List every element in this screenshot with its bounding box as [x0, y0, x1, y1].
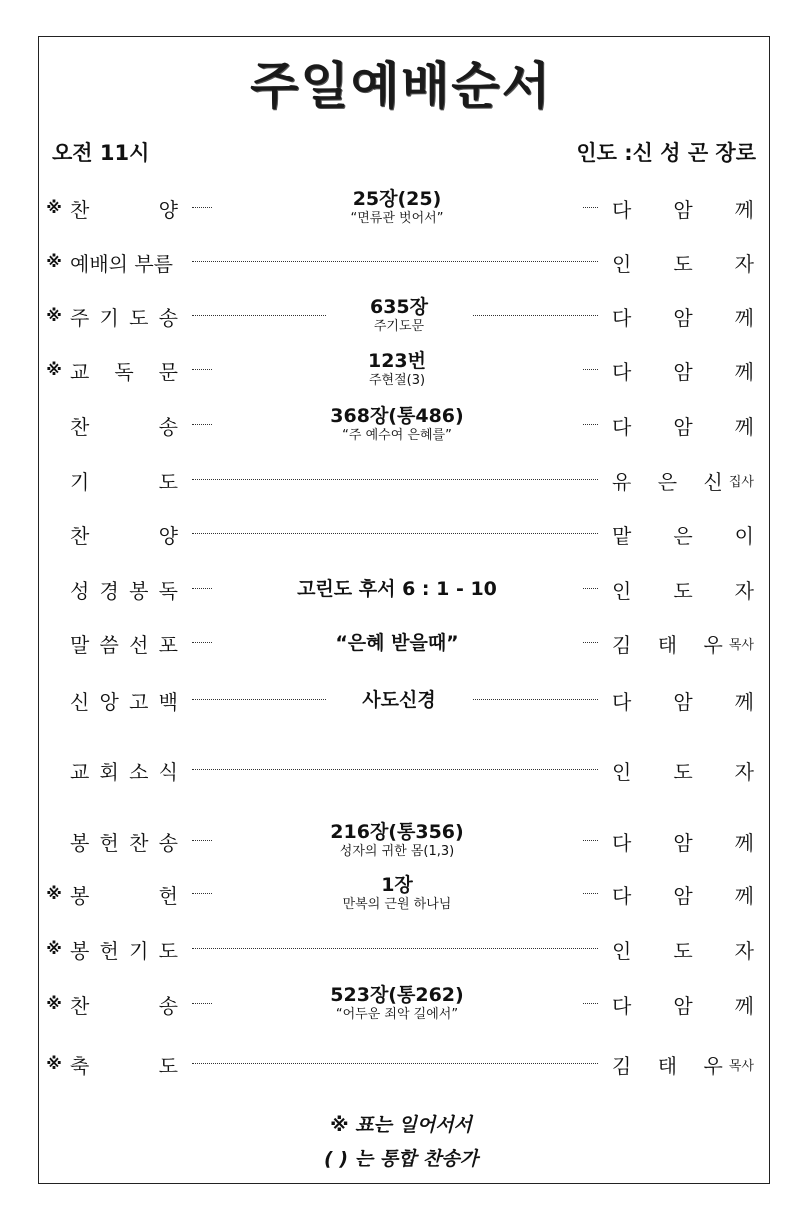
standing-mark: ※ — [46, 884, 62, 903]
item-name: 찬 송 — [70, 993, 178, 1018]
dotted-leader-line — [192, 769, 598, 770]
item-name: 교 회 소 식 — [70, 759, 178, 784]
dotted-leader-line — [192, 1063, 598, 1064]
order-row — [0, 290, 802, 342]
item-name: 신 앙 고 백 — [70, 689, 178, 714]
order-row — [0, 674, 802, 726]
item-leader: 다 암 께 — [612, 689, 754, 714]
item-detail: 고린도 후서 6 : 1 - 10 — [212, 563, 582, 615]
item-name: 찬 송 — [70, 414, 178, 439]
item-detail: 사도신경 — [326, 674, 472, 726]
order-row — [0, 399, 802, 451]
item-leader: 김 태 우 목사 — [612, 632, 754, 657]
order-row — [0, 563, 802, 615]
page-title: 주일예배순서 — [250, 57, 552, 115]
item-detail: 25장(25) “면류관 벗어서” — [212, 182, 582, 234]
order-row — [0, 868, 802, 920]
order-row — [0, 236, 802, 288]
item-leader: 다 암 께 — [612, 830, 754, 855]
order-row — [0, 454, 802, 506]
dotted-leader-line — [192, 533, 598, 534]
item-name: 찬 양 — [70, 523, 178, 548]
item-leader: 다 암 께 — [612, 359, 754, 384]
item-leader: 인 도 자 — [612, 759, 754, 784]
item-leader: 다 암 께 — [612, 883, 754, 908]
standing-mark: ※ — [46, 939, 62, 958]
footnote-standing: ※ 표는 일어서서 — [330, 1114, 472, 1136]
order-row — [0, 182, 802, 234]
item-leader: 유 은 신 집사 — [612, 469, 754, 494]
order-row — [0, 508, 802, 560]
item-name: 기 도 — [70, 469, 178, 494]
item-detail: 1장 만복의 근원 하나님 — [212, 868, 582, 920]
order-row — [0, 978, 802, 1030]
standing-mark: ※ — [46, 306, 62, 325]
item-leader: 인 도 자 — [612, 938, 754, 963]
dotted-leader-line — [192, 261, 598, 262]
item-name: 주 기 도 송 — [70, 305, 178, 330]
item-leader: 다 암 께 — [612, 305, 754, 330]
service-leader: 인도 :신 성 곤 장로 — [576, 141, 756, 165]
dotted-leader-line — [192, 948, 598, 949]
item-detail: 368장(통486) “주 예수여 은혜를” — [212, 399, 582, 451]
item-name: 봉 헌 — [70, 883, 178, 908]
item-leader: 다 암 께 — [612, 197, 754, 222]
item-detail: 635장 주기도문 — [326, 290, 472, 342]
order-row — [0, 815, 802, 867]
item-detail: 523장(통262) “어두운 죄악 길에서” — [212, 978, 582, 1030]
standing-mark: ※ — [46, 198, 62, 217]
dotted-leader-line — [192, 479, 598, 480]
item-name: 봉 헌 기 도 — [70, 938, 178, 963]
footnotes — [0, 1108, 802, 1176]
item-leader: 김 태 우 목사 — [612, 1053, 754, 1078]
standing-mark: ※ — [46, 1054, 62, 1073]
item-detail: 216장(통356) 성자의 귀한 몸(1,3) — [212, 815, 582, 867]
item-name: 예배의 부름 — [70, 251, 173, 276]
item-leader: 맡 은 이 — [612, 523, 754, 548]
order-row — [0, 1038, 802, 1090]
item-name: 축 도 — [70, 1053, 178, 1078]
item-name: 찬 양 — [70, 197, 178, 222]
item-name: 성 경 봉 독 — [70, 578, 178, 603]
order-row — [0, 617, 802, 669]
order-row — [0, 923, 802, 975]
item-leader: 인 도 자 — [612, 578, 754, 603]
item-leader: 다 암 께 — [612, 414, 754, 439]
item-name: 말 씀 선 포 — [70, 632, 178, 657]
standing-mark: ※ — [46, 360, 62, 379]
item-name: 교 독 문 — [70, 359, 178, 384]
item-leader: 다 암 께 — [612, 993, 754, 1018]
item-detail: 123번 주현절(3) — [212, 344, 582, 396]
standing-mark: ※ — [46, 252, 62, 271]
item-leader: 인 도 자 — [612, 251, 754, 276]
service-time: 오전 11시 — [52, 141, 150, 165]
item-name: 봉 헌 찬 송 — [70, 830, 178, 855]
order-row — [0, 344, 802, 396]
footnote-hymnal: ( ) 는 통합 찬송가 — [324, 1148, 478, 1170]
standing-mark: ※ — [46, 994, 62, 1013]
order-row — [0, 744, 802, 796]
item-detail: “은혜 받을때” — [212, 617, 582, 669]
